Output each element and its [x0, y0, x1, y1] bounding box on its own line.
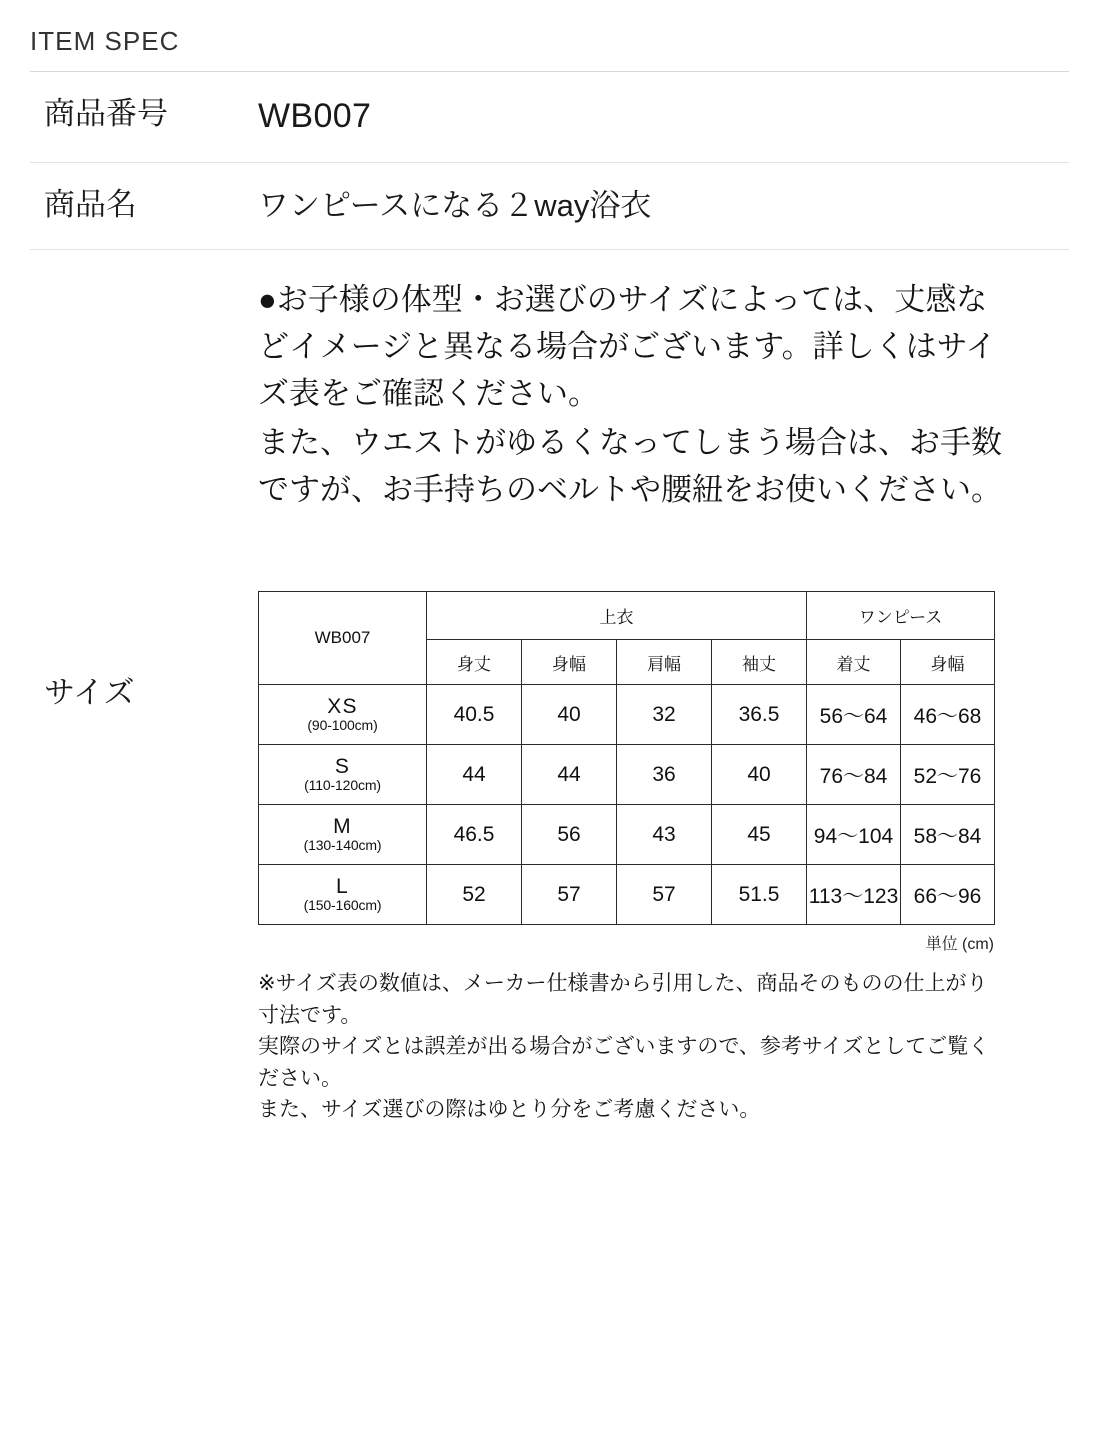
- footnote-2: 実際のサイズとは誤差が出る場合がございますので、参考サイズとしてご覧ください。: [258, 1035, 990, 1090]
- cell-l-katahaba: 57: [617, 865, 712, 925]
- cell-l-kitake: 113〜123: [807, 865, 901, 925]
- size-footnotes: [258, 954, 1008, 1126]
- table-row: [259, 865, 995, 925]
- row-size-l: [259, 865, 427, 925]
- cell-l-mihaba1: 57: [522, 865, 617, 925]
- size-table: [258, 591, 995, 925]
- size-range-xs: (90-100cm): [307, 717, 378, 734]
- cell-m-kitake: 94〜104: [807, 805, 901, 865]
- row-size-xs: [259, 685, 427, 745]
- footnote-1: ※サイズ表の数値は、メーカー仕様書から引用した、商品そのものの仕上がり寸法です。: [258, 972, 988, 1027]
- cell-m-katahaba: 43: [617, 805, 712, 865]
- item-number-label: 商品番号: [44, 96, 168, 131]
- group-header-jouui: 上衣: [427, 592, 807, 640]
- cell-l-sodetake: 51.5: [712, 865, 807, 925]
- col-header-mihaba-1: 身幅: [522, 640, 617, 685]
- cell-m-mitake: 46.5: [427, 805, 522, 865]
- size-range-s: (110-120cm): [304, 777, 381, 794]
- cell-xs-mihaba1: 40: [522, 685, 617, 745]
- size-name-s: S: [334, 755, 351, 779]
- spec-row-item-number: [30, 72, 1069, 162]
- cell-xs-kitake: 56〜64: [807, 685, 901, 745]
- cell-xs-katahaba: 32: [617, 685, 712, 745]
- cell-xs-mihaba2: 46〜68: [901, 685, 995, 745]
- item-name-value: ワンピースになる２way浴衣: [258, 187, 652, 223]
- row-size-m: [259, 805, 427, 865]
- size-name-l: L: [336, 875, 349, 899]
- cell-xs-mitake: 40.5: [427, 685, 522, 745]
- note-line-2: また、ウエストがゆるくなってしまう場合は、お手数ですが、お手持ちのベルトや腰紐をお使いください。: [258, 425, 1002, 508]
- item-name-label: 商品名: [44, 186, 137, 222]
- cell-s-kitake: 76〜84: [807, 745, 901, 805]
- spec-row-item-name: [30, 163, 1069, 249]
- cell-l-mitake: 52: [427, 865, 522, 925]
- cell-l-mihaba2: 66〜96: [901, 865, 995, 925]
- size-block: [30, 513, 1069, 1126]
- item-number-value: WB007: [258, 97, 372, 135]
- size-name-m: M: [333, 815, 352, 839]
- group-header-onepiece: ワンピース: [807, 592, 995, 640]
- cell-m-mihaba1: 56: [522, 805, 617, 865]
- table-row: [259, 685, 995, 745]
- table-header-group-row: [259, 592, 995, 640]
- table-unit-note: 単位 (cm): [925, 936, 994, 954]
- page-title: ITEM SPEC: [30, 26, 180, 56]
- table-corner-label: WB007: [259, 592, 427, 685]
- notes-text: [258, 276, 1018, 514]
- table-row: [259, 745, 995, 805]
- cell-s-katahaba: 36: [617, 745, 712, 805]
- cell-m-mihaba2: 58〜84: [901, 805, 995, 865]
- table-row: [259, 805, 995, 865]
- size-label: サイズ: [44, 675, 135, 711]
- cell-s-sodetake: 40: [712, 745, 807, 805]
- size-range-l: (150-160cm): [303, 897, 382, 914]
- col-header-mitake: 身丈: [427, 640, 522, 685]
- size-name-xs: XS: [327, 695, 358, 719]
- cell-s-mitake: 44: [427, 745, 522, 805]
- size-range-m: (130-140cm): [303, 837, 382, 854]
- footnote-3: また、サイズ選びの際はゆとり分をご考慮ください。: [258, 1098, 761, 1122]
- col-header-katahaba: 肩幅: [617, 640, 712, 685]
- row-size-s: [259, 745, 427, 805]
- col-header-kitake: 着丈: [807, 640, 901, 685]
- note-line-1: ●お子様の体型・お選びのサイズによっては、丈感などイメージと異なる場合がございます。詳しくはサイズ表をご確認ください。: [258, 281, 997, 411]
- cell-s-mihaba2: 52〜76: [901, 745, 995, 805]
- cell-m-sodetake: 45: [712, 805, 807, 865]
- size-content: [258, 591, 1018, 1126]
- cell-xs-sodetake: 36.5: [712, 685, 807, 745]
- cell-s-mihaba1: 44: [522, 745, 617, 805]
- notes-block: [30, 250, 1069, 514]
- col-header-mihaba-2: 身幅: [901, 640, 995, 685]
- col-header-sodetake: 袖丈: [712, 640, 807, 685]
